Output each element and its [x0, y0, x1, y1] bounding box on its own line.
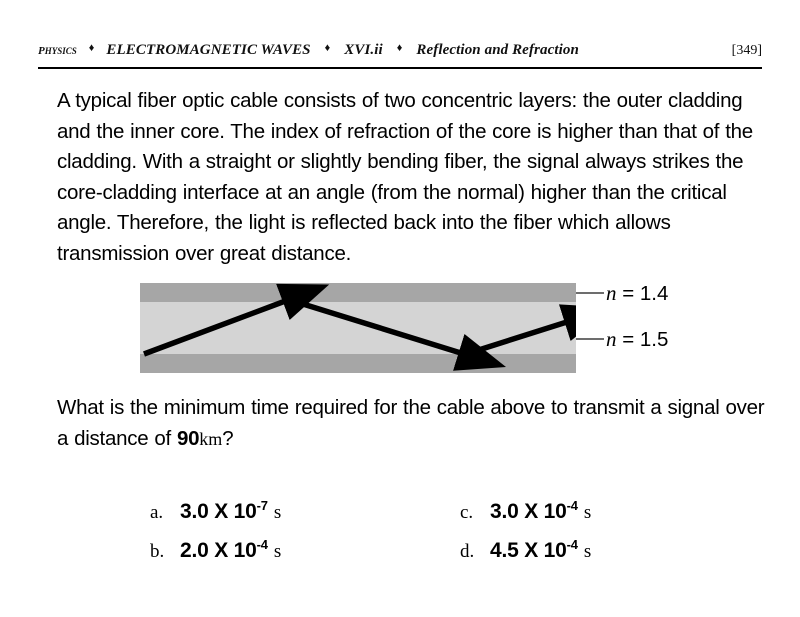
leader-line-cladding	[576, 292, 604, 294]
header-unit-title: ELECTROMAGNETIC WAVES	[106, 42, 311, 58]
choice-b-exponent: -4	[256, 537, 268, 552]
choice-b-unit: s	[273, 541, 282, 562]
choice-c-exponent: -4	[566, 498, 578, 513]
question-part-1: What is the minimum time required for the cable above to transmit a signal over a distance of	[57, 396, 765, 450]
answer-choices	[150, 500, 770, 578]
choice-a[interactable]	[150, 500, 460, 524]
choice-a-mantissa: 3.0 X 10	[180, 500, 257, 523]
symbol-n-italic: n	[606, 281, 617, 305]
choice-c-mantissa: 3.0 X 10	[490, 500, 567, 523]
choice-a-value	[180, 500, 268, 524]
question-part-2: ?	[222, 426, 234, 450]
header-course: physics	[38, 42, 77, 58]
choice-a-letter: a.	[150, 502, 164, 523]
ray-segment-reflected-1	[290, 300, 464, 354]
light-ray-path	[140, 283, 576, 373]
header-section-number: XVI.ii	[344, 42, 383, 58]
running-header	[38, 42, 762, 66]
core-index-value: = 1.5	[616, 328, 669, 351]
choice-b-mantissa: 2.0 X 10	[180, 539, 257, 562]
header-separator-icon: ♦	[324, 42, 331, 54]
ray-segment-incident	[144, 300, 288, 354]
label-cladding-index	[606, 281, 668, 306]
choice-c-letter: c.	[460, 502, 474, 523]
question-text	[57, 393, 769, 454]
header-separator-icon: ♦	[396, 42, 403, 54]
leader-line-core	[576, 338, 604, 340]
choice-b-letter: b.	[150, 541, 165, 562]
choice-d-value	[490, 539, 578, 563]
intro-paragraph: A typical fiber optic cable consists of two concentric layers: the outer cladding and the inner core. The index of refraction of the core is higher than that of the cladding. With a straight or slightly bending fiber, the signal always strikes the core-cladding interface at an angle (from the normal) higher than the critical angle. Therefore, the light is reflected back into the fiber which allows transmission over great distance.	[57, 89, 753, 265]
choice-d-mantissa: 4.5 X 10	[490, 539, 567, 562]
choice-d-unit: s	[583, 541, 592, 562]
header-topic: Reflection and Refraction	[416, 42, 579, 58]
choice-d-exponent: -4	[566, 537, 578, 552]
question-distance-unit: km	[199, 428, 223, 449]
choice-b[interactable]	[150, 539, 460, 563]
choice-d[interactable]	[460, 539, 770, 563]
choice-c-unit: s	[583, 502, 592, 523]
label-core-index	[606, 327, 668, 352]
page-number: [349]	[731, 43, 762, 58]
fiber-optic-diagram	[140, 283, 576, 373]
choice-row	[150, 539, 770, 563]
choice-a-unit: s	[273, 502, 282, 523]
symbol-n-italic: n	[606, 327, 617, 351]
header-divider	[38, 67, 762, 69]
choice-a-exponent: -7	[256, 498, 268, 513]
header-separator-icon: ♦	[88, 42, 95, 54]
question-distance-value: 90	[176, 426, 200, 450]
choice-d-letter: d.	[460, 541, 475, 562]
cladding-index-value: = 1.4	[616, 282, 669, 305]
choice-c[interactable]	[460, 500, 770, 524]
choice-c-value	[490, 500, 578, 524]
choice-b-value	[180, 539, 268, 563]
ray-segment-reflected-2	[466, 321, 570, 354]
choice-row	[150, 500, 770, 524]
header-breadcrumb	[38, 42, 762, 59]
